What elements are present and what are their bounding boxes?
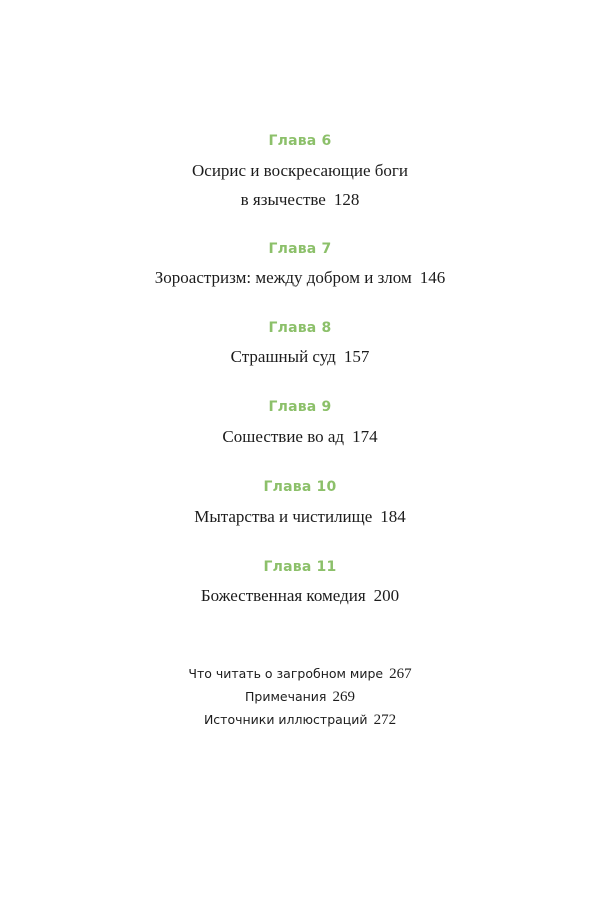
chapter-label: Глава 10 [263,479,337,495]
chapter-title [0,347,600,367]
chapter-title-text: Зороастризм: между добром и злом [154,268,412,287]
page-number: 146 [419,268,446,287]
chapter-label: Глава 6 [268,133,332,149]
chapter-label: Глава 8 [268,320,332,336]
page-number: 174 [352,427,378,446]
chapter-label: Глава 11 [263,559,337,575]
chapter-title [0,427,600,447]
chapter-title-text: Страшный суд [230,347,336,366]
page-number: 272 [373,712,397,728]
chapter-title [0,507,600,527]
back-matter-item [0,712,600,729]
back-matter-item [0,689,600,706]
chapter-label: Глава 7 [268,241,332,257]
page-number: 157 [343,347,370,366]
page-number: 269 [332,689,355,705]
chapter-title-text: Божественная комедия [200,586,366,605]
back-matter-title: Примечания [245,689,327,704]
back-matter-item [0,666,600,683]
chapter-title-text: в язычестве [240,190,326,209]
chapter-title [0,586,600,606]
chapter-title-line-2 [0,190,600,210]
chapter-title [0,268,600,288]
back-matter-title: Что читать о загробном мире [188,666,384,681]
page-number: 128 [333,190,360,209]
page-number: 200 [373,586,400,605]
chapter-title-text: Мытарства и чистилище [194,507,373,526]
chapter-title: Осирис и воскресающие боги [192,161,408,180]
chapter-label: Глава 9 [268,399,332,415]
chapter-title-text: Сошествие во ад [222,427,345,446]
back-matter-title: Источники иллюстраций [203,712,368,727]
page-number: 184 [380,507,406,526]
page-number: 267 [389,666,412,682]
